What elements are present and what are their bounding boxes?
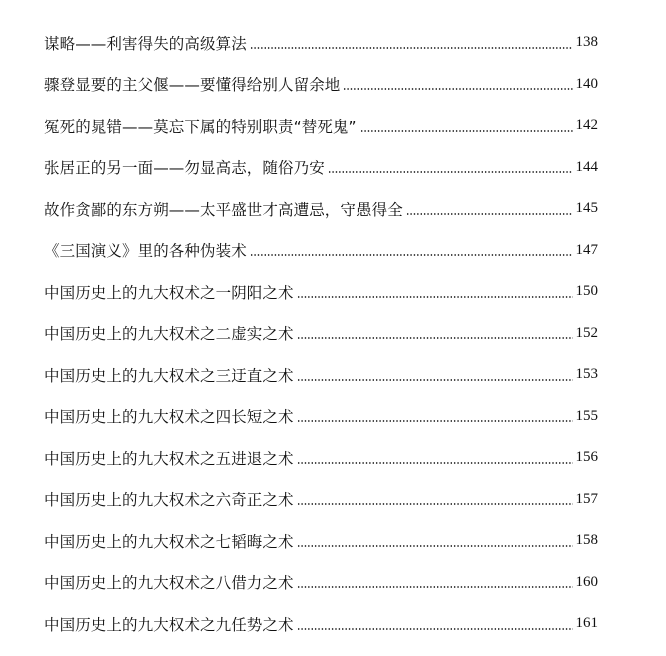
dot-leader <box>297 336 573 340</box>
toc-entry[interactable] <box>44 520 598 562</box>
entry-title: 《三国演义》里的各种伪装术 <box>44 242 247 261</box>
entry-title: 故作贪鄙的东方朔——太平盛世才高遭忌，守愚得全 <box>44 200 403 219</box>
entry-title: 中国历史上的九大权术之三迂直之术 <box>44 366 294 385</box>
entry-page-number: 150 <box>575 283 598 300</box>
entry-page-number: 152 <box>575 324 598 341</box>
toc-entry[interactable] <box>44 479 598 521</box>
entry-page-number: 161 <box>575 615 598 632</box>
entry-page-number: 153 <box>575 366 598 383</box>
toc-entry[interactable] <box>44 396 598 438</box>
dot-leader <box>328 170 573 174</box>
entry-title: 中国历史上的九大权术之六奇正之术 <box>44 491 294 510</box>
entry-title: 中国历史上的九大权术之五进退之术 <box>44 449 294 468</box>
dot-leader <box>297 627 573 631</box>
entry-title: 中国历史上的九大权术之二虚实之术 <box>44 325 294 344</box>
toc-entry[interactable] <box>44 313 598 355</box>
entry-page-number: 158 <box>575 532 598 549</box>
entry-title: 中国历史上的九大权术之七韬晦之术 <box>44 532 294 551</box>
toc-entry[interactable] <box>44 271 598 313</box>
entry-page-number: 157 <box>575 490 598 507</box>
dot-leader <box>343 87 572 91</box>
entry-page-number: 145 <box>575 200 598 217</box>
entry-page-number: 147 <box>575 241 598 258</box>
toc-entry[interactable] <box>44 64 598 106</box>
entry-title: 张居正的另一面——勿显高志，随俗乃安 <box>44 159 325 178</box>
entry-title: 中国历史上的九大权术之八借力之术 <box>44 574 294 593</box>
entry-page-number: 155 <box>575 407 598 424</box>
entry-page-number: 160 <box>575 573 598 590</box>
dot-leader <box>297 544 573 548</box>
entry-title: 谋略——利害得失的高级算法 <box>44 34 247 53</box>
table-of-contents <box>44 22 598 645</box>
dot-leader <box>297 461 573 465</box>
entry-page-number: 140 <box>575 75 598 92</box>
toc-entry[interactable] <box>44 147 598 189</box>
dot-leader <box>297 419 573 423</box>
toc-entry[interactable] <box>44 562 598 604</box>
toc-entry[interactable] <box>44 188 598 230</box>
entry-title: 中国历史上的九大权术之九任势之术 <box>44 615 294 634</box>
dot-leader <box>250 253 573 257</box>
dot-leader <box>250 46 573 50</box>
entry-page-number: 144 <box>575 158 598 175</box>
entry-title: 中国历史上的九大权术之一阴阳之术 <box>44 283 294 302</box>
dot-leader <box>297 295 573 299</box>
dot-leader <box>297 378 573 382</box>
entry-title: 骤登显要的主父偃——要懂得给别人留余地 <box>44 76 341 95</box>
toc-entry[interactable] <box>44 22 598 64</box>
entry-title: 冤死的晁错——莫忘下属的特别职责“替死鬼” <box>44 117 357 136</box>
toc-entry[interactable] <box>44 105 598 147</box>
dot-leader <box>360 129 573 133</box>
entry-page-number: 156 <box>575 449 598 466</box>
dot-leader <box>297 585 573 589</box>
dot-leader <box>406 212 573 216</box>
toc-entry[interactable] <box>44 437 598 479</box>
dot-leader <box>297 502 573 506</box>
toc-entry[interactable] <box>44 603 598 645</box>
toc-entry[interactable] <box>44 354 598 396</box>
toc-entry[interactable] <box>44 230 598 272</box>
entry-page-number: 138 <box>575 34 598 51</box>
entry-title: 中国历史上的九大权术之四长短之术 <box>44 408 294 427</box>
entry-page-number: 142 <box>575 117 598 134</box>
